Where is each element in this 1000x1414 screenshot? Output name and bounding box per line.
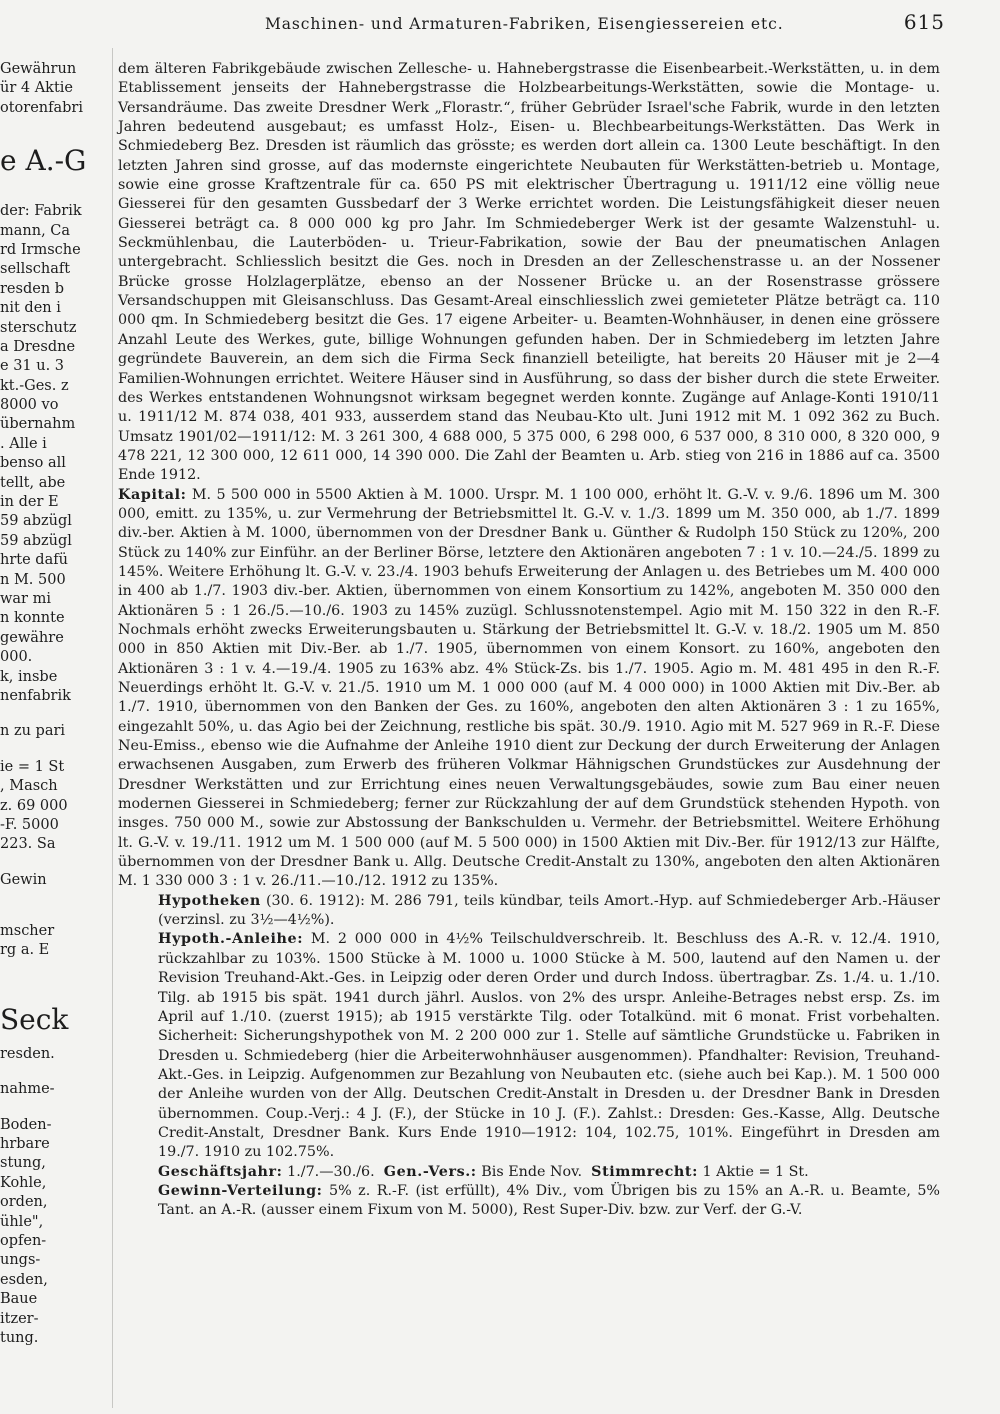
- section-hypotheken: [118, 892, 940, 931]
- fragment-line: ür 4 Aktie: [0, 80, 74, 97]
- fragment-line: mann, Ca: [0, 222, 71, 239]
- fragment-line: Gewährun: [0, 61, 77, 77]
- genvers-label: Gen.-Vers.:: [383, 1163, 477, 1180]
- left-page-fragment: [0, 60, 110, 1400]
- fragment-line: [0, 118, 110, 134]
- section-text: (30. 6. 1912): M. 286 791, teils kündbar, teils Amort.-Hyp. auf Schmiedeberger Arb.-Häuser (verzinsl. zu 3½—4½%).: [158, 892, 941, 929]
- fragment-line: [0, 186, 110, 202]
- section-gewinn-verteilung: [118, 1182, 940, 1221]
- fragment-line: . Alle i: [0, 435, 47, 452]
- fragment-line: gewähre: [0, 629, 64, 646]
- fragment-line: a Dresdne: [0, 338, 76, 355]
- section-geschaeftsjahr: [118, 1163, 940, 1182]
- fragment-line: Kohle,: [0, 1174, 47, 1191]
- section-label: Kapital:: [118, 486, 187, 503]
- fragment-line: nenfabrik: [0, 687, 71, 704]
- fragment-line: tellt, abe: [0, 474, 66, 491]
- geschaeftsjahr-text: 1./7.—30./6.: [287, 1163, 375, 1180]
- fragment-line: Seck: [0, 1002, 69, 1036]
- fragment-line: 223. Sa: [0, 836, 56, 853]
- stimmrecht-label: Stimmrecht:: [591, 1163, 698, 1180]
- fragment-line: 59 abzügl: [0, 513, 72, 530]
- running-title: Maschinen- und Armaturen-Fabriken, Eisengiessereien etc.: [265, 15, 784, 33]
- fragment-line: 8000 vo: [0, 397, 59, 414]
- page-header: [255, 10, 945, 38]
- section-hypoth-anleihe: [118, 930, 940, 1162]
- fragment-line: [0, 977, 110, 993]
- fragment-line: [0, 1100, 110, 1116]
- stimmrecht-text: 1 Aktie = 1 St.: [702, 1163, 809, 1180]
- fragment-line: n zu pari: [0, 723, 66, 740]
- fragment-line: z. 69 000: [0, 797, 68, 814]
- fragment-line: der: Fabrik: [0, 203, 82, 220]
- fragment-line: [0, 706, 110, 722]
- fragment-line: ungs-: [0, 1252, 41, 1269]
- fragment-line: [0, 906, 110, 922]
- section-text: M. 5 500 000 in 5500 Aktien à M. 1000. Urspr. M. 1 100 000, erhöht lt. G.-V. v. 9./6. 1896 um M. 300 000, emitt. zu 135%, u. zur Vermehrung der Betriebsmittel lt. G.-V. v. 1./3. 1899 um M. 350 000, ab 1./7. 1899 div.-ber. Aktien à M. 1000, übernommen von der Dresdner Bank u. Günther & Rudolph 150 Stück zu 120%, 200 Stück zu 140% zur Einführ. an der Berliner Börse, letztere den Aktionären angeboten 7 : 1 v. 10.—24./5. 1899 zu 145%. Weitere Erhöhung lt. G.-V. v. 23./4. 1903 behufs Erweiterung der Anlagen u. des Betriebes um M. 400 000 in 400 ab 1./7. 1903 div.-ber. Aktien, übernommen von einem Konsortium zu 142%, angeboten M. 350 000 den Aktionären 5 : 1 26./5.—10./6. 1903 zu 145% zuzügl. Schlussnotenstempel. Agio mit M. 150 322 in den R.-F. Nochmals erhöht zwecks Erweiterungsbauten u. Stärkung der Betriebsmittel lt. G.-V. v. 18./2. 1905 um M. 850 000 in 850 Aktien mit Div.-Ber. ab 1./7. 1905, übernommen von einem Konsort. zu 160%, angeboten den Aktionären 3 : 1 v. 4.—19./4. 1905 zu 163% abz. 4% Stück-Zs. bis 1./7. 1905. Agio m. M. 481 495 in den R.-F. Neuerdings erhöht lt. G.-V. v. 21./5. 1910 um M. 1 000 000 (auf M. 4 000 000) in 1000 Aktien mit Div.-Ber. ab 1./7. 1910, übernommen von den Banken der Ges. zu 160%, angeboten den alten Aktionären 3 : 1 zu 165%, eingezahlt 50%, u. das Agio bei der Zeichnung, restliche bis spät. 30./9. 1910. Agio mit M. 527 969 in R.-F. Diese Neu-Emiss., ebenso wie die Aufnahme der Anleihe 1910 dient zur Deckung der durch Erweiterung der Anlagen erwachsenen Ausgaben, zum Erwerb des früheren Volkmar Hähnigschen Grundstückes zur Ausdehnung der Dresdner Werkstätten und zur Errichtung eines neuen Verwaltungsgebäudes, sowie zum Bau einer neuen modernen Giesserei in Schmiedeberg; ferner zur Rückzahlung der auf dem Grundstück stehenden Hypoth. von insges. 750 000 M., sowie zur Abstossung der Bankschulden u. Vermehr. der Betriebsmittel. Weitere Erhöhung lt. G.-V. v. 19./11. 1912 um M. 1 500 000 (auf M. 5 500 000) in 1500 Aktien mit Div.-Ber. für 1912/13 zur Hälfte, übernommen von der Dresdner Bank u. Allg. Deutsche Credit-Anstalt zu 130%, angeboten den alten Aktionären M. 1 330 000 3 : 1 v. 26./11.—10./12. 1912 zu 135%.: [118, 486, 940, 890]
- fragment-line: , Masch: [0, 778, 58, 795]
- fragment-line: rd Irmsche: [0, 241, 81, 258]
- geschaeftsjahr-label: Geschäftsjahr:: [158, 1163, 283, 1180]
- fragment-line: resden b: [0, 280, 65, 297]
- intro-paragraph: dem älteren Fabrikgebäude zwischen Zellesche- u. Hahnebergstrasse die Eisenbearbeit.-Werkstätten, u. in dem Etablissement jenseits der Hahnebergstrasse die Holzbearbeitungs-Werkstätten, sowie die Montage- u. Versandräume. Das zweite Dresdner Werk „Florastr.“, früher Gebrüder Israel'sche Fabrik, wurde in den letzten Jahren bedeutend ausgebaut; es umfasst Holz-, Eisen- u. Blechbearbeitungs-Werkstätten. Das Werk in Schmiedeberg Bez. Dresden ist räumlich das grösste; es werden dort allein ca. 1300 Leute beschäftigt. In den letzten Jahren sind grosse, auf das modernste eingerichtete Neubauten für Werkstätten-betrieb u. Montage, sowie eine grosse Kraftzentrale für ca. 650 PS mit elektrischer Übertragung u. 1911/12 eine völlig neue Giesserei für den gesamten Gussbedarf der 3 Werke errichtet worden. Die Leistungsfähigkeit dieser neuen Giesserei beträgt ca. 8 000 000 kg pro Jahr. Im Schmiedeberger Werk ist der gesamte Walzenstuhl- u. Seckmühlenbau, die Lauterböden- u. Trieur-Fabrikation, sowie der Bau der pneumatischen Anlagen untergebracht. Schliesslich besitzt die Ges. noch in Dresden an der Zelleschenstrasse u. an der Nossener Brücke grosse Holzlagerplätze, ebenso an der Nossener Brücke u. an der Rosenstrasse grössere Versandschuppen mit Gleisanschluss. Das Gesamt-Areal einschliesslich zwei gemieteter Plätze beträgt ca. 110 000 qm. In Schmiedeberg besitzt die Ges. 17 eigene Arbeiter- u. Beamten-Wohnhäuser, in denen eine grössere Anzahl Leute des Werkes, gute, billige Wohnungen gefunden haben. Der in Schmiedeberg im letzten Jahre gegründete Bauverein, an dem sich die Firma Seck finanziell beteiligte, hat bereits 20 Häuser mit je 2—4 Familien-Wohnungen errichtet. Weitere Häuser sind in Ausführung, so dass der bisher durch die stete Erweiter. des Werkes entstandenen Wohnungsnot wirksam begegnet werden konnte. Zugänge auf Anlage-Konti 1910/11 u. 1911/12 M. 874 038, 401 933, ausserdem stand das Neubau-Kto ult. Juni 1912 mit M. 1 092 362 zu Buch. Umsatz 1901/02—1911/12: M. 3 261 300, 4 688 000, 5 375 000, 6 298 000, 6 537 000, 8 310 000, 8 320 000, 9 478 221, 12 300 000, 12 611 000, 14 390 000. Die Zahl der Beamten u. Arb. stieg von 216 in 1886 auf ca. 3500 Ende 1912.: [118, 61, 940, 484]
- main-text: [118, 60, 940, 1221]
- fragment-line: ie = 1 St: [0, 758, 65, 775]
- fragment-line: sterschutz: [0, 319, 77, 336]
- fragment-line: tung.: [0, 1329, 39, 1346]
- fragment-line: otorenfabri: [0, 99, 83, 116]
- fragment-line: Baue: [0, 1291, 38, 1308]
- fragment-line: hrbare: [0, 1136, 50, 1153]
- fragment-line: n konnte: [0, 610, 65, 627]
- section-kapital: [118, 486, 940, 892]
- fragment-line: [0, 742, 110, 758]
- fragment-line: übernahm: [0, 416, 76, 433]
- fragment-line: mscher: [0, 923, 55, 940]
- fragment-line: orden,: [0, 1194, 48, 1211]
- fragment-line: nit den i: [0, 300, 61, 317]
- fragment-line: nahme-: [0, 1081, 55, 1098]
- gutter-rule: [112, 48, 113, 1408]
- fragment-line: ühle",: [0, 1213, 44, 1230]
- fragment-line: in der E: [0, 494, 59, 511]
- fragment-line: k, insbe: [0, 668, 58, 685]
- fragment-line: 59 abzügl: [0, 532, 72, 549]
- fragment-line: n M. 500: [0, 571, 66, 588]
- fragment-line: [0, 961, 110, 977]
- fragment-line: -F. 5000: [0, 816, 59, 833]
- fragment-line: Boden-: [0, 1116, 52, 1133]
- section-label: Gewinn-Verteilung:: [158, 1182, 323, 1199]
- fragment-line: stung,: [0, 1155, 46, 1172]
- fragment-line: sellschaft: [0, 261, 71, 278]
- section-label: Hypoth.-Anleihe:: [158, 931, 304, 948]
- section-text: M. 2 000 000 in 4½% Teilschuldverschreib. lt. Beschluss des A.-R. v. 12./4. 1910, rückzahlbar zu 103%. 1500 Stücke à M. 1000 u. 1000 Stücke à M. 500, lautend auf den Namen u. der Revision Treuhand-Akt.-Ges. in Leipzig oder deren Order und durch Indoss. übertragbar. Zs. 1./4. u. 1./10. Tilg. ab 1915 bis spät. 1941 durch jährl. Auslos. von 2% des urspr. Anleihe-Betrages nebst ersp. Zs. im April auf 1./10. (zuerst 1915); ab 1915 verstärkte Tilg. oder Totalkünd. mit 6 monat. Frist vorbehalten. Sicherheit: Sicherungshypothek von M. 2 200 000 zur 1. Stelle auf sämtliche Grundstücke u. Fabriken in Dresden u. Schmiedeberg (hier die Arbeiterwohnhäuser ausgenommen). Pfandhalter: Revision, Treuhand-Akt.-Ges. in Leipzig. Aufgenommen zur Bezahlung von Neubauten etc. (siehe auch bei Kap.). M. 1 500 000 der Anleihe wurden von der Allg. Deutschen Credit-Anstalt in Dresden u. der Dresdner Bank in Dresden übernommen. Coup.-Verj.: 4 J. (F.), der Stücke in 10 J. (F.). Zahlst.: Dresden: Ges.-Kasse, Allg. Deutsche Credit-Anstalt, Dresdner Bank. Kurs Ende 1910—1912: 104, 102.75, 101%. Eingeführt in Dresden am 19./7. 1910 zu 102.75%.: [158, 931, 940, 1161]
- fragment-line: hrte dafü: [0, 552, 68, 569]
- page-number: 615: [903, 10, 945, 34]
- fragment-line: itzer-: [0, 1310, 39, 1327]
- fragment-line: e 31 u. 3: [0, 358, 65, 375]
- fragment-line: opfen-: [0, 1232, 47, 1249]
- fragment-line: [0, 1064, 110, 1080]
- fragment-line: e A.-G: [0, 144, 87, 178]
- fragment-line: Gewin: [0, 871, 47, 888]
- fragment-line: war mi: [0, 590, 51, 607]
- fragment-line: benso all: [0, 455, 66, 472]
- fragment-line: resden.: [0, 1045, 55, 1062]
- fragment-line: 000.: [0, 649, 33, 666]
- section-label: Hypotheken: [158, 892, 261, 909]
- fragment-line: [0, 855, 110, 871]
- fragment-line: esden,: [0, 1271, 48, 1288]
- fragment-line: kt.-Ges. z: [0, 377, 69, 394]
- fragment-line: [0, 890, 110, 906]
- genvers-text: Bis Ende Nov.: [481, 1163, 583, 1180]
- fragment-line: rg a. E: [0, 942, 50, 959]
- section-text: 5% z. R.-F. (ist erfüllt), 4% Div., vom Übrigen bis zu 15% an A.-R. u. Beamte, 5% Tant. an A.-R. (ausser einem Fixum von M. 5000), Rest Super-Div. bzw. zur Verf. der G.-V.: [158, 1182, 941, 1219]
